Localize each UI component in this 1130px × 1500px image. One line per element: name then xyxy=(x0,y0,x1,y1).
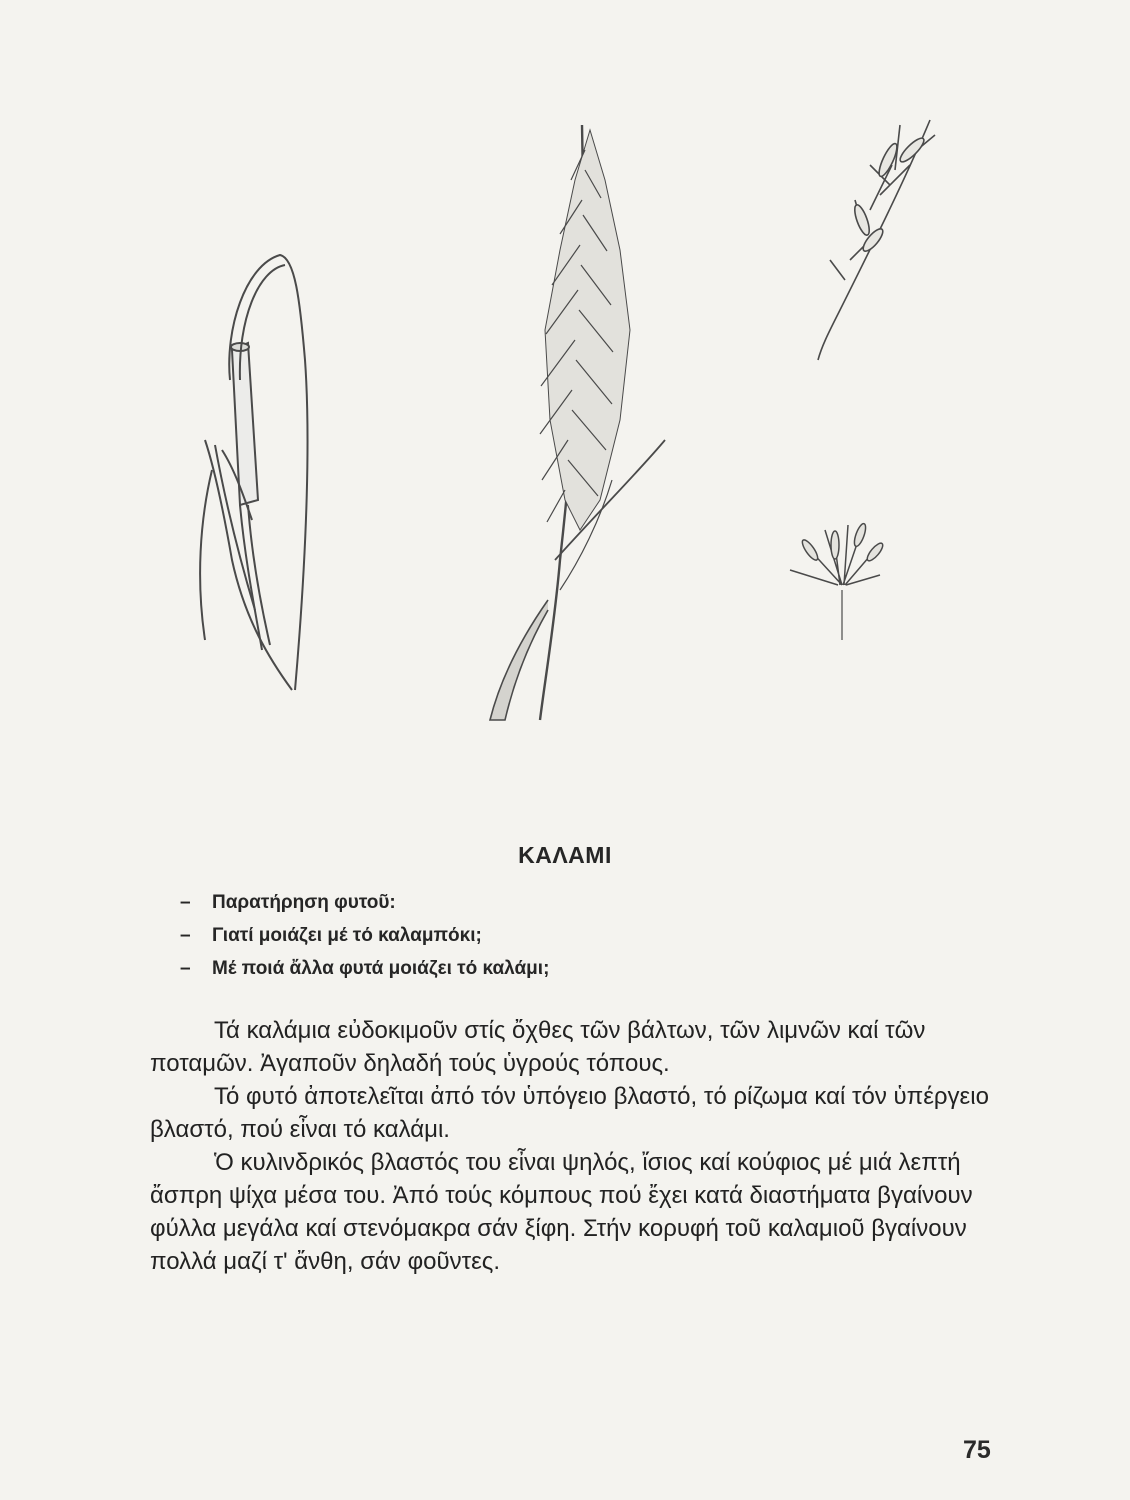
page-number: 75 xyxy=(963,1436,991,1464)
dash-marker: – xyxy=(180,892,191,913)
dash-marker: – xyxy=(180,958,191,979)
paragraph: Τό φυτό ἀποτελεῖται ἀπό τόν ὑπόγειο βλαστό, τό ρίζωμα καί τόν ὑπέργειο βλαστό, πού εἶναι τό καλάμι. xyxy=(150,1083,989,1143)
paragraph: Τά καλάμια εὐδοκιμοῦν στίς ὄχθες τῶν βάλτων, τῶν λιμνῶν καί τῶν ποταμῶν. Ἀγαποῦν δηλαδή τούς ὑγρούς τόπους. xyxy=(150,1017,926,1077)
question-text: Γιατί μοιάζει μέ τό καλαμπόκι; xyxy=(212,925,482,946)
reed-panicle-icon xyxy=(490,125,665,720)
question-item xyxy=(180,952,880,985)
question-item xyxy=(180,919,880,952)
body-text xyxy=(150,1014,1020,1278)
observation-questions xyxy=(180,886,880,985)
question-item xyxy=(180,886,880,919)
floret-cluster-icon xyxy=(790,522,885,640)
paragraph: Ὁ κυλινδρικός βλαστός του εἶναι ψηλός, ἴσιος καί κούφιος μέ μιά λεπτή ἄσπρη ψίχα μέσα του. Ἀπό τούς κόμπους πού ἔχει κατά διαστήματα βγαίνουν φύλλα μεγάλα καί στενόμακρα σάν ξίφη. Στήν κορυφή τοῦ καλαμιοῦ βγαίνουν πολλά μαζί τ' ἄνθη, σάν φοῦντες. xyxy=(150,1149,973,1275)
reed-leaf-sheath-icon xyxy=(200,255,307,690)
page-title: ΚΑΛΑΜΙ xyxy=(518,842,612,868)
spikelet-branch-icon xyxy=(818,120,935,360)
question-text: Παρατήρηση φυτοῦ: xyxy=(212,892,396,913)
question-text: Μέ ποιά ἄλλα φυτά μοιάζει τό καλάμι; xyxy=(212,958,550,979)
dash-marker: – xyxy=(180,925,191,946)
